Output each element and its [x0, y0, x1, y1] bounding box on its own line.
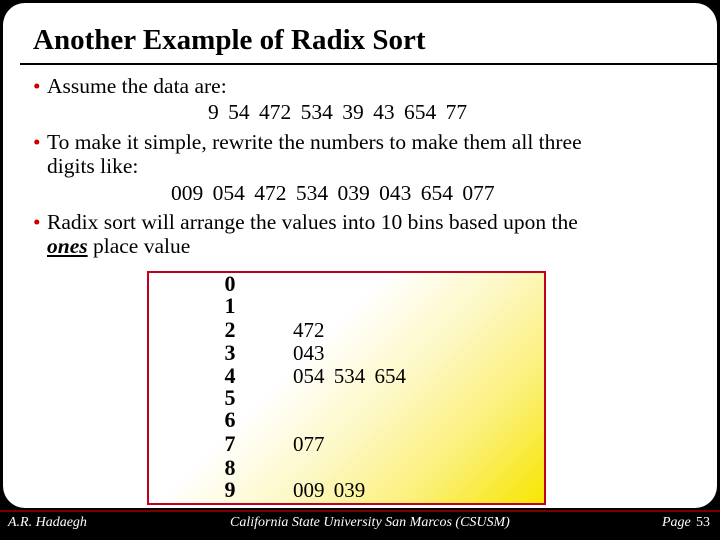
footer-page-number: 53 [696, 515, 710, 530]
bin-values-4: 054 534 654 [293, 364, 406, 388]
bin-digit-6: 6 [224, 407, 236, 432]
bin-digit-7: 7 [224, 431, 236, 456]
footer-page-label: Page [662, 515, 691, 530]
bullet-3-text-line1: Radix sort will arrange the values into 10 bins based upon the [47, 210, 578, 234]
slide [3, 3, 717, 508]
bullet-dot-icon: • [33, 74, 41, 98]
bullet-3-rest: place value [87, 234, 191, 258]
bin-values-7: 077 [293, 432, 325, 456]
bullet-1-text: Assume the data are: [47, 74, 227, 98]
bullet-dot-icon: • [33, 210, 41, 234]
title-divider [20, 63, 717, 65]
data-values-original: 9 54 472 534 39 43 654 77 [208, 100, 468, 124]
data-values-padded: 009 054 472 534 039 043 654 077 [171, 181, 495, 205]
bin-digit-0: 0 [224, 271, 236, 296]
bullet-2 [33, 130, 582, 154]
bin-digit-1: 1 [224, 293, 236, 318]
bin-digit-4: 4 [224, 363, 236, 388]
footer-institution: California State University San Marcos (CSUSM) [230, 515, 510, 530]
bin-digit-5: 5 [224, 385, 236, 410]
ones-emphasis: ones [47, 234, 88, 258]
bullet-3-text-line2 [47, 234, 190, 258]
slide-title: Another Example of Radix Sort [33, 24, 426, 56]
bin-digit-9: 9 [224, 477, 236, 502]
footer-author: A.R. Hadaegh [8, 515, 87, 530]
bin-values-3: 043 [293, 341, 325, 365]
bin-digit-3: 3 [224, 340, 236, 365]
bins-box [147, 271, 546, 505]
bin-values-2: 472 [293, 318, 325, 342]
footer-divider [0, 510, 720, 512]
bullet-1 [33, 74, 227, 98]
bullet-2-text-line2: digits like: [47, 154, 139, 178]
bullet-dot-icon: • [33, 130, 41, 154]
bin-values-9: 009 039 [293, 478, 366, 502]
bin-digit-2: 2 [224, 317, 236, 342]
bullet-3 [33, 210, 578, 234]
bin-digit-8: 8 [224, 455, 236, 480]
bullet-2-text-line1: To make it simple, rewrite the numbers to make them all three [47, 130, 582, 154]
